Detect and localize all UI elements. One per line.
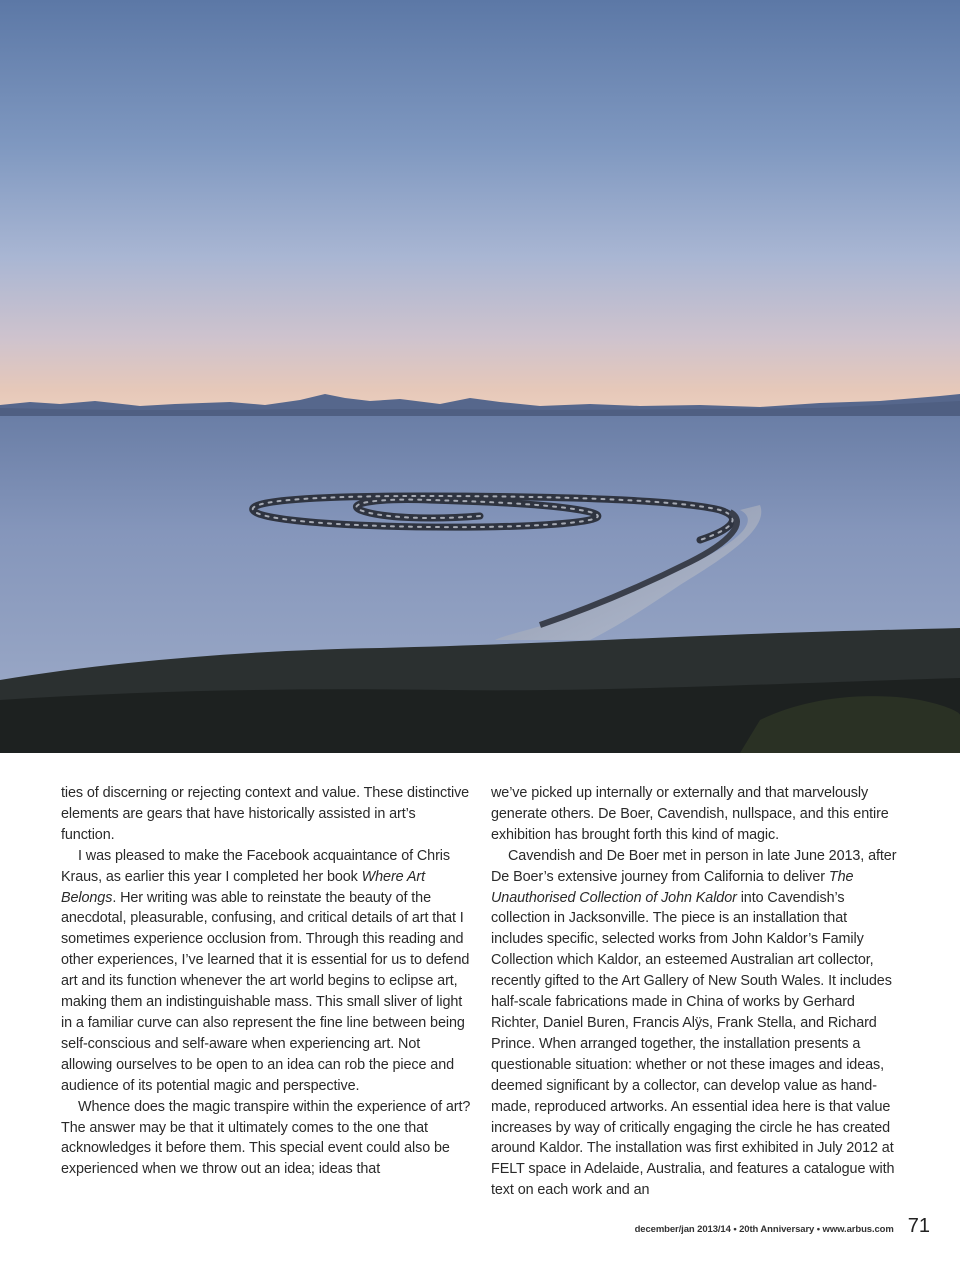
left-column	[61, 783, 471, 1180]
text-run: . Her writing was able to reinstate the beauty of the anecdotal, pleasurable, confusing, and critical details of art that I sometimes experience occlusion from. Through this reading and other experiences, I’ve learned that it is essential for us to defend art and its function whenever the art world begins to eclipse art, making them an indistinguishable mass. This small sliver of light in a familiar curve can also represent the fine line between being self-conscious and self-aware when experiencing art. Not allowing ourselves to be open to an idea can rob the piece and audience of its potential magic and perspective.	[61, 889, 470, 1094]
body-paragraph	[491, 846, 901, 1201]
right-column	[491, 783, 901, 1201]
book-title: Where Art Belongs	[61, 868, 425, 906]
body-paragraph	[61, 846, 471, 1097]
text-run: I was pleased to make the Facebook acquaintance of Chris Kraus, as earlier this year I completed her book	[61, 847, 450, 885]
body-paragraph: we’ve picked up internally or externally and that marvelously generate others. De Boer, Cavendish, nullspace, and this entire exhibition has brought forth this kind of magic.	[491, 785, 889, 843]
text-run: into Cavendish’s collection in Jacksonville. The piece is an installation that includes specific, selected works from John Kaldor’s Family Collection which Kaldor, an esteemed Australian art collector, recently gifted to the Art Gallery of New South Wales. It includes half-scale fabrications made in China of works by Gerhard Richter, Daniel Buren, Francis Alÿs, Frank Stella, and Richard Prince. When arranged together, the installation presents a questionable situation: whether or not these images and ideas, deemed significant by a collector, can develop value as hand-made, reproduced artworks. An essential idea here is that value increases by way of critically engaging the circle he has created around Kaldor. The installation was first exhibited in July 2012 at FELT space in Adelaide, Australia, and features a catalogue with text on each work and an	[491, 889, 895, 1199]
artwork-title: The Unauthorised Collection of John Kaldor	[491, 868, 854, 906]
body-paragraph: ties of discerning or rejecting context and value. These distinctive elements are gears that have historically assisted in art’s function.	[61, 785, 470, 843]
body-paragraph: Whence does the magic transpire within the experience of art? The answer may be that it ultimately comes to the one that acknowledges it before them. This special event could also be experienced when we throw out an idea; ideas that	[61, 1098, 471, 1178]
page-footer	[635, 1215, 930, 1238]
page-number: 71	[907, 1215, 930, 1237]
running-head: december/jan 2013/14 • 20th Anniversary • www.arbus.com	[634, 1224, 894, 1235]
text-run: Cavendish and De Boer met in person in late June 2013, after De Boer’s extensive journey from California to deliver	[491, 847, 897, 885]
